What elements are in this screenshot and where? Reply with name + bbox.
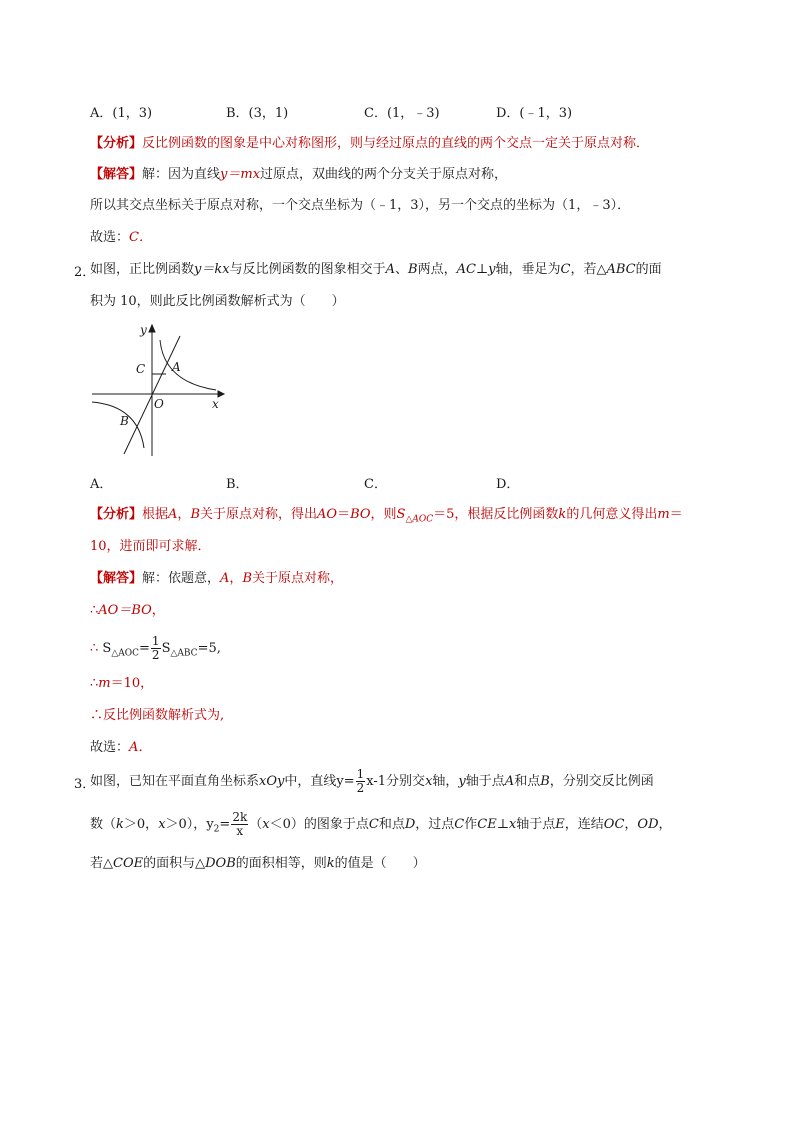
equation: y＝kx: [194, 262, 230, 277]
variable-m: m: [98, 676, 111, 691]
q2-choice: [90, 739, 151, 757]
point-label: B: [190, 507, 200, 522]
text: ＞0），: [165, 817, 207, 832]
area-subscript: △ABC: [170, 648, 198, 659]
point-label: A: [504, 774, 515, 789]
q3-stem-line2: [90, 808, 672, 842]
text: ，: [177, 507, 191, 522]
fraction-denominator: 2: [356, 781, 365, 795]
text: ，过点: [415, 817, 455, 832]
q2-stem-line1: [90, 261, 662, 279]
text: ，: [658, 817, 672, 832]
area-subscript: △AOC: [405, 514, 434, 525]
text: 数（: [90, 817, 117, 832]
text: 根据: [142, 507, 169, 522]
segment-label: BO: [350, 507, 371, 522]
fraction-numerator: 2k: [232, 810, 248, 824]
segment-label: OC: [603, 817, 625, 832]
equation-rhs: x-1: [366, 774, 387, 789]
point-label: B: [408, 262, 418, 277]
text: 的值是（ ）: [334, 856, 426, 871]
text: 两点，: [417, 262, 457, 277]
q1-answer: [90, 166, 507, 184]
point-label: E: [555, 817, 565, 832]
q3-stem-line1: [90, 766, 654, 798]
area-symbol: S: [396, 507, 406, 522]
choice-label: 故选：: [90, 740, 130, 755]
fig-label-y: y: [140, 323, 147, 337]
text: ，则: [370, 507, 397, 522]
text: ＝5，根据反比例函数: [433, 507, 559, 522]
fraction-numerator: 1: [356, 767, 365, 781]
point-label: B: [540, 774, 550, 789]
q3-stem-line3: [90, 855, 426, 873]
segment-label: CE: [477, 817, 497, 832]
text: ，若△: [570, 262, 607, 277]
text: 、: [394, 262, 408, 277]
text: 轴于点: [465, 774, 505, 789]
answer-equation: y＝mx: [220, 167, 261, 182]
text: 关于原点对称，得出: [200, 507, 318, 522]
text: 中，直线: [284, 774, 337, 789]
triangle-label: ABC: [606, 262, 636, 277]
text: ⊥: [496, 817, 509, 832]
fraction-denominator: 2: [151, 648, 160, 662]
triangle-label: DOB: [205, 856, 236, 871]
text: 解：依题意，: [142, 571, 221, 586]
area-symbol: S: [161, 641, 171, 656]
text: ，: [151, 603, 165, 618]
analysis-tag: 【分析】: [90, 507, 143, 522]
q2-answer: [90, 570, 343, 588]
q2-number: 2．: [74, 265, 96, 280]
variable-k: k: [326, 856, 335, 871]
text: ，连结: [564, 817, 604, 832]
text: =: [139, 641, 150, 656]
therefore-symbol: ∴: [90, 676, 99, 691]
q2-option-c[interactable]: C．: [364, 477, 387, 492]
fraction-denominator: x: [236, 824, 244, 838]
text: ＜0）的图象于点: [269, 817, 369, 832]
variable-x: x: [158, 817, 166, 832]
choice-value: A．: [129, 740, 152, 755]
q2-step-1: [90, 602, 165, 620]
text: ＝: [337, 507, 351, 522]
coordinate-system-label: xOy: [259, 774, 285, 789]
triangle-label: COE: [113, 856, 144, 871]
variable-m: m: [657, 507, 670, 522]
analysis-text: 反比例函数的图象是中心对称图形，则与经过原点的直线的两个交点一定关于原点对称．: [142, 136, 650, 151]
point-label: D: [404, 817, 416, 832]
fig-label-x: x: [212, 397, 219, 411]
q2-step-2: [90, 634, 221, 664]
therefore-symbol: ∴: [90, 603, 99, 618]
q3-number: 3．: [74, 777, 96, 792]
text: ，分别交反比例函: [549, 774, 654, 789]
text: =5,: [197, 641, 221, 656]
text: ，: [229, 571, 243, 586]
equation: AO＝BO: [98, 603, 152, 618]
choice-label: 故选：: [90, 230, 130, 245]
text: ⊥: [475, 262, 489, 277]
text: ＝: [669, 507, 683, 522]
text: 的面积相等，则: [235, 856, 327, 871]
text: 的面积与△: [143, 856, 206, 871]
fraction-numerator: 1: [151, 634, 160, 648]
hyperbola-branch-1: [160, 340, 216, 390]
q2-analysis: [90, 506, 683, 529]
point-label: A: [385, 262, 395, 277]
text: ，: [624, 817, 638, 832]
q1-answer-line2: 所以其交点坐标关于原点对称，一个交点坐标为（﹣1，3），另一个交点的坐标为（1，﹣3）．: [90, 198, 631, 213]
fig-label-a: A: [172, 360, 181, 374]
variable-k: k: [116, 817, 124, 832]
segment-label: AC: [456, 262, 476, 277]
q2-option-b[interactable]: B．: [226, 477, 249, 492]
choice-value: C．: [129, 230, 152, 245]
text: 作: [464, 817, 478, 832]
text: 的面: [635, 262, 662, 277]
q2-stem-line2: 积为 10，则此反比例函数解析式为（ ）: [90, 294, 345, 309]
text: 和点: [378, 817, 405, 832]
fig-label-c: C: [136, 362, 146, 376]
text: 若△: [90, 856, 113, 871]
point-label: A: [220, 571, 230, 586]
axis-label: x: [508, 817, 517, 832]
point-label: C: [560, 262, 571, 277]
q1-option-c[interactable]: C．(1，﹣3): [364, 106, 440, 121]
text: 和点: [514, 774, 541, 789]
y-axis-arrow-icon: [149, 325, 155, 332]
answer-tag: 【解答】: [90, 571, 143, 586]
point-label: C: [368, 817, 379, 832]
q2-step-3: [90, 675, 153, 693]
fraction-2k-over-x: [231, 811, 248, 838]
text: 关于原点对称，: [252, 571, 344, 586]
q1-choice: [90, 229, 152, 247]
q1-analysis: [90, 135, 649, 153]
text: ＝10，: [110, 676, 154, 691]
text: 分别交: [386, 774, 426, 789]
fraction-half: [356, 768, 366, 795]
fig-label-o: O: [154, 397, 164, 411]
q1-option-a[interactable]: A．(1，3): [90, 106, 153, 121]
text: 如图，正比例函数: [90, 262, 195, 277]
equation-lhs: y: [206, 817, 214, 832]
variable-k: k: [558, 507, 567, 522]
axis-label: y: [458, 774, 466, 789]
fig-label-b: B: [120, 414, 129, 428]
hyperbola-branch-2: [92, 402, 144, 448]
axis-label: x: [425, 774, 433, 789]
area-subscript: △AOC: [111, 648, 140, 659]
text: 轴于点: [516, 817, 556, 832]
x-axis-arrow-icon: [218, 391, 224, 397]
text: 如图，已知在平面直角坐标系: [90, 774, 260, 789]
answer-text: 解：因为直线: [142, 167, 221, 182]
analysis-tag: 【分析】: [90, 136, 143, 151]
subscript: 2: [213, 824, 220, 835]
text: 与反比例函数的图象相交于: [229, 262, 386, 277]
segment-label: OD: [637, 817, 659, 832]
answer-tag: 【解答】: [90, 167, 143, 182]
text: 轴，垂足为: [495, 262, 561, 277]
text: ＞0，: [123, 817, 159, 832]
fraction-half: [151, 635, 161, 662]
variable-x: x: [262, 817, 270, 832]
point-label: A: [168, 507, 178, 522]
text: =: [219, 817, 231, 832]
answer-text: 过原点，双曲线的两个分支关于原点对称，: [260, 167, 508, 182]
q1-option-d[interactable]: D．(﹣1，3): [496, 106, 573, 121]
point-label: B: [242, 571, 252, 586]
q2-graph-figure: [88, 318, 228, 460]
text: 的几何意义得出: [566, 507, 658, 522]
q1-option-b[interactable]: B．(3，1): [226, 106, 289, 121]
point-label: C: [454, 817, 465, 832]
q2-option-d[interactable]: D．: [496, 477, 520, 492]
q2-step-4: ∴反比例函数解析式为,: [90, 708, 225, 723]
axis-label: y: [488, 262, 496, 277]
text: （: [249, 817, 263, 832]
segment-label: AO: [317, 507, 338, 522]
q2-option-a[interactable]: A．: [90, 477, 113, 492]
q2-analysis-line2: 10，进而即可求解．: [90, 539, 211, 554]
therefore-symbol: ∴: [90, 641, 99, 656]
text: 轴，: [432, 774, 459, 789]
area-symbol: S: [102, 641, 112, 656]
equation-lhs: y=: [336, 774, 355, 789]
